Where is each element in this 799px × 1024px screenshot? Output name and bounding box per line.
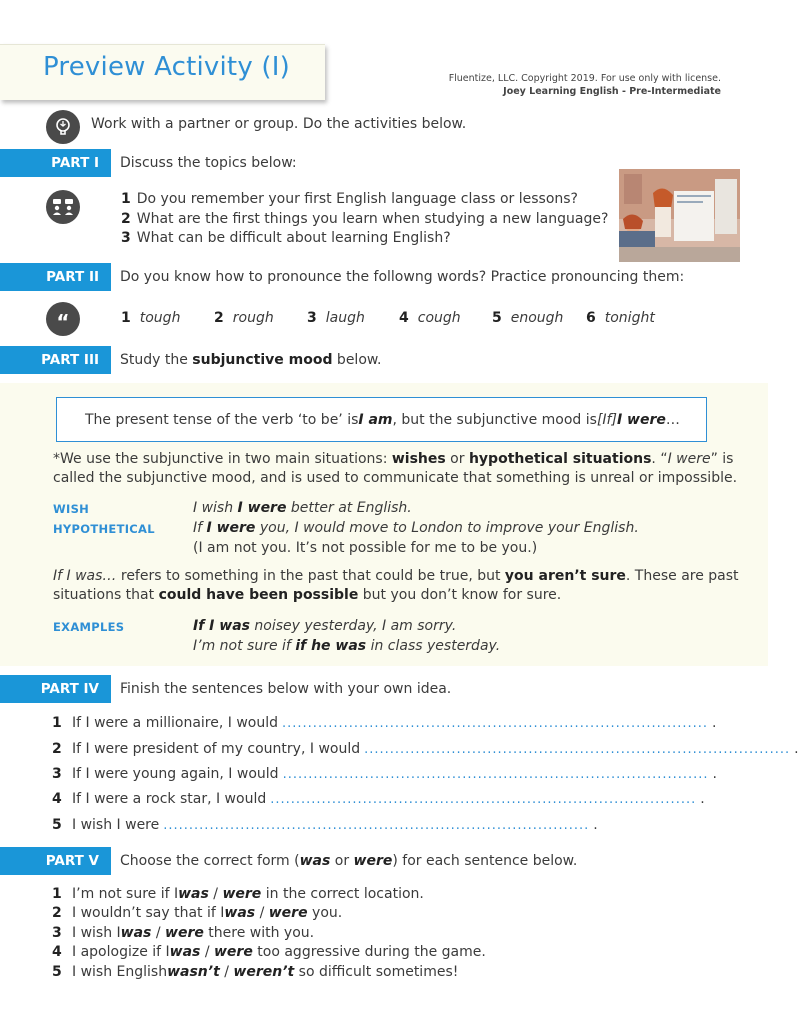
part-1-question (121, 211, 608, 227)
part-4-instruction: Finish the sentences below with your own idea. (120, 681, 452, 697)
option-was[interactable]: was (224, 905, 256, 921)
pronunciation-word: 6 tonight (586, 310, 655, 326)
answer-blank[interactable]: ................................................................................... (282, 767, 709, 782)
choice-sentence: 1 I’m not sure if I was / were in the correct location. (52, 886, 424, 902)
part-4-label: PART IV (0, 675, 111, 703)
completion-sentence: 3 If I were young again, I would ................................................................................... . (52, 766, 717, 782)
past-uncertainty-explanation: If I was… refers to something in the past that could be true, but you aren’t sure. These are past situations that could have been possible but you don’t know for sure. (53, 568, 739, 603)
copyright-line: Fluentize, LLC. Copyright 2019. For use only with license. (448, 73, 721, 84)
choice-sentence: 2 I wouldn’t say that if I was / were you. (52, 905, 343, 921)
part-1-label: PART I (0, 149, 111, 177)
option-wasnt[interactable]: wasn’t (167, 964, 220, 980)
subjunctive-explanation: *We use the subjunctive in two main situations: wishes or hypothetical situations. “I were” is called the subjunctive mood, and is used to communicate that something is unreal or impossible. (53, 451, 738, 486)
part-5-label: PART V (0, 847, 111, 875)
question-text: What are the first things you learn when studying a new language? (136, 211, 609, 227)
course-subtitle: Joey Learning English - Pre-Intermediate (503, 86, 721, 97)
lightbulb-head-icon (46, 110, 80, 144)
choice-sentence: 4 I apologize if I was / were too aggressive during the game. (52, 944, 486, 960)
pronunciation-word: 1 tough (121, 310, 181, 326)
option-werent[interactable]: weren’t (233, 964, 295, 980)
question-text: What can be difficult about learning English? (136, 230, 451, 246)
part-1-instruction: Discuss the topics below: (120, 155, 297, 171)
subjunctive-rule-box: The present tense of the verb ‘to be’ is I am , but the subjunctive mood is [If] I were … (56, 397, 707, 442)
part-5-instruction: Choose the correct form (was or were) for each sentence below. (120, 853, 578, 869)
part-1-question (121, 191, 578, 207)
quote-glyph: “ (56, 310, 70, 334)
examples-label: EXAMPLES (53, 620, 125, 634)
classroom-photo (619, 169, 740, 262)
pronunciation-word: 2 rough (214, 310, 274, 326)
page-title: Preview Activity (I) (43, 52, 290, 82)
pronunciation-word: 3 laugh (307, 310, 365, 326)
choice-sentence: 3 I wish I was / were there with you. (52, 925, 315, 941)
completion-sentence: 1 If I were a millionaire, I would ................................................................................... . (52, 715, 717, 731)
completion-sentence: 5 I wish I were ................................................................................... . (52, 817, 598, 833)
question-number: 1 (121, 191, 131, 207)
answer-blank[interactable]: ................................................................................... (270, 792, 697, 807)
completion-sentence: 2 If I were president of my country, I would ................................................................................... . (52, 741, 799, 757)
option-were[interactable]: were (268, 905, 308, 921)
completion-sentence: 4 If I were a rock star, I would ................................................................................... . (52, 791, 705, 807)
quote-icon (46, 302, 80, 336)
option-were[interactable]: were (222, 886, 262, 902)
example-sentence: I’m not sure if if he was in class yesterday. (193, 638, 501, 654)
part-1-question (121, 230, 451, 246)
copyright-notice (449, 72, 721, 98)
question-text: Do you remember your first English language class or lessons? (136, 191, 578, 207)
example-sentence: If I was noisey yesterday, I am sorry. (193, 618, 457, 634)
hypothetical-example: If I were you, I would move to London to improve your English. (193, 520, 639, 536)
option-were[interactable]: were (214, 944, 253, 960)
wish-example: I wish I were better at English. (193, 500, 412, 516)
hypothetical-note: (I am not you. It’s not possible for me to be you.) (193, 540, 538, 556)
option-was[interactable]: was (120, 925, 152, 941)
pronunciation-word: 5 enough (492, 310, 564, 326)
answer-blank[interactable]: ................................................................................... (364, 742, 791, 757)
discussion-icon (46, 190, 80, 224)
wish-label: WISH (53, 502, 90, 516)
part-3-label: PART III (0, 346, 111, 374)
option-was[interactable]: was (178, 886, 209, 902)
question-number: 3 (121, 230, 131, 246)
part-2-label: PART II (0, 263, 111, 291)
intro-instruction: Work with a partner or group. Do the activities below. (91, 116, 467, 132)
question-number: 2 (121, 211, 131, 227)
pronunciation-word: 4 cough (399, 310, 461, 326)
choice-sentence: 5 I wish English wasn’t / weren’t so difficult sometimes! (52, 964, 459, 980)
option-was[interactable]: was (169, 944, 201, 960)
answer-blank[interactable]: ................................................................................... (163, 818, 590, 833)
part-2-instruction: Do you know how to pronounce the followng words? Practice pronouncing them: (120, 269, 685, 285)
part-3-instruction: Study the subjunctive mood below. (120, 352, 382, 368)
hypothetical-label: HYPOTHETICAL (53, 522, 155, 536)
option-were[interactable]: were (165, 925, 204, 941)
answer-blank[interactable]: ................................................................................... (282, 716, 708, 731)
